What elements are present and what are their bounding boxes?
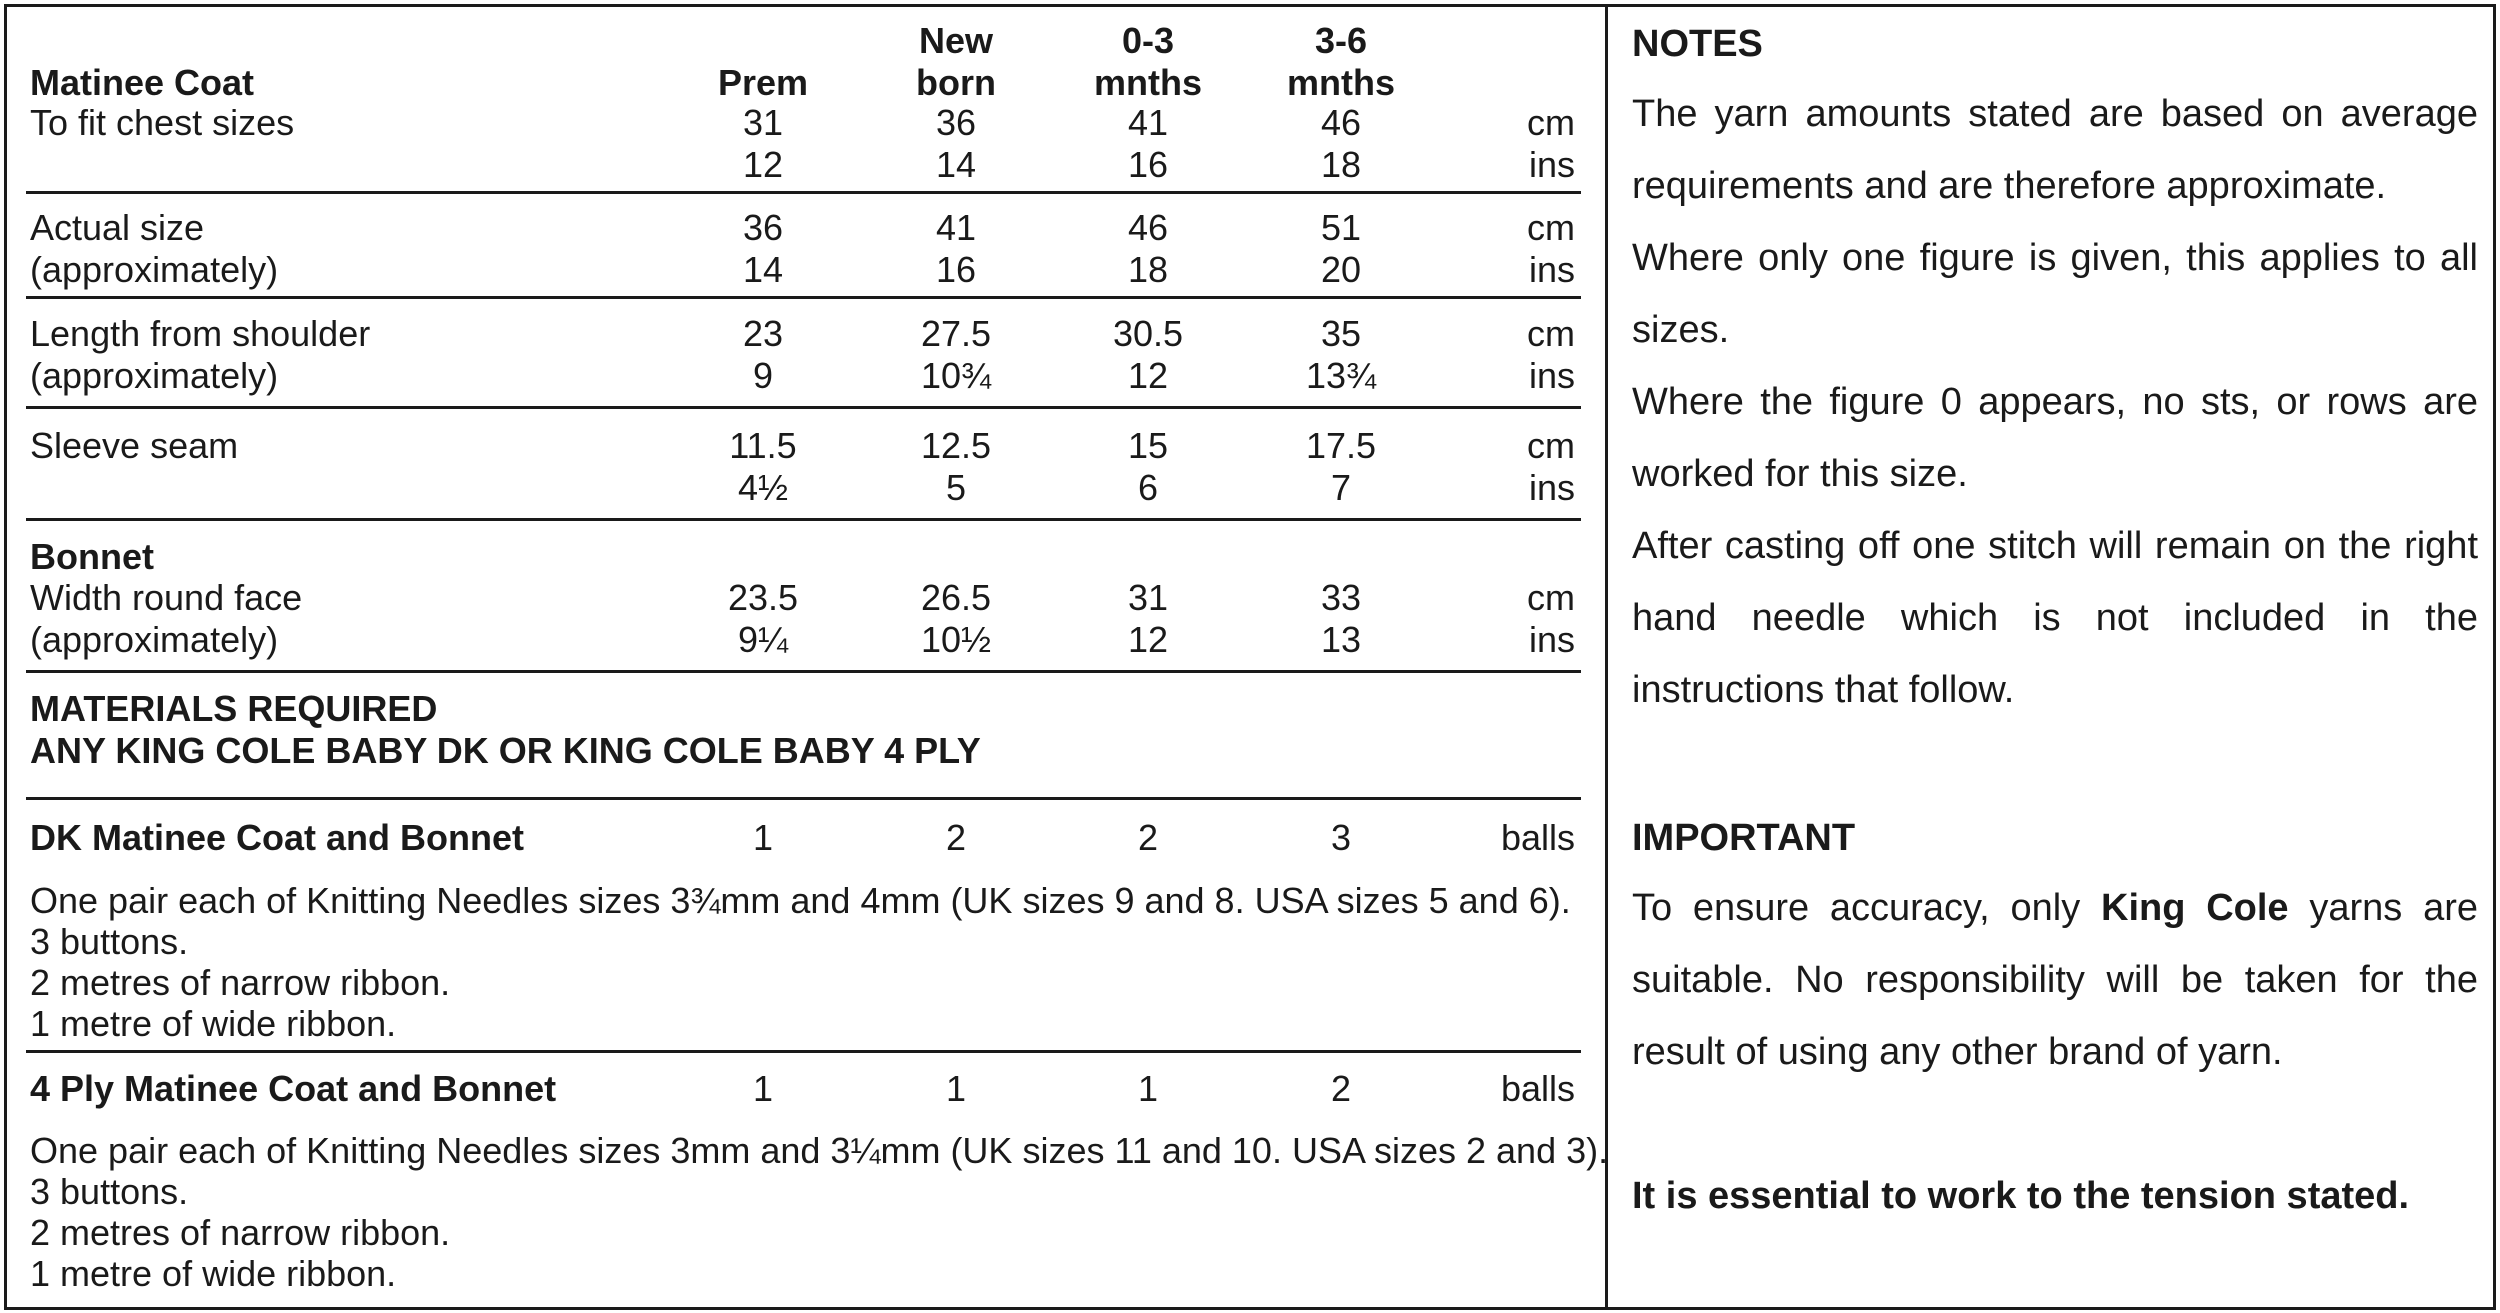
row-divider: [26, 296, 1581, 299]
cell-bonnet-cm-0-3: 31: [1127, 577, 1169, 618]
cell-bonnet-cm-newborn: 26.5: [920, 577, 992, 618]
dk-balls-newborn: 2: [945, 817, 967, 858]
cell-length-cm-newborn: 27.5: [920, 313, 992, 354]
row-divider: [26, 406, 1581, 409]
important-text-pre: To ensure accuracy, only: [1632, 887, 2101, 929]
size-header-newborn-line2: born: [916, 62, 996, 103]
cell-chest-ins-prem: 12: [742, 144, 784, 185]
cell-actual-cm-0-3: 46: [1127, 207, 1169, 248]
note-one-figure: Where only one figure is given, this applies to all sizes.: [1632, 237, 2478, 351]
cell-length-cm-prem: 23: [742, 313, 784, 354]
row-sublabel-length: (approximately): [30, 355, 279, 396]
cell-sleeve-ins-0-3: 6: [1137, 467, 1159, 508]
unit-ins: ins: [1528, 619, 1575, 660]
row-sublabel-actual: (approximately): [30, 249, 279, 290]
row-label-chest: To fit chest sizes: [30, 102, 295, 143]
cell-length-ins-0-3: 12: [1127, 355, 1169, 396]
cell-sleeve-cm-3-6: 17.5: [1305, 425, 1377, 466]
dk-needles: One pair each of Knitting Needles sizes 3¾mm and 4mm (UK sizes 9 and 8. USA sizes 5 and 6).: [30, 880, 1571, 921]
important-text-post: yarns are suitable. No responsibility will be taken for the result of using any other brand of yarn.: [1632, 887, 2478, 1073]
bonnet-heading: Bonnet: [30, 536, 154, 577]
table-title: Matinee Coat: [30, 62, 255, 103]
row-label-sleeve: Sleeve seam: [30, 425, 239, 466]
materials-yarn-heading: ANY KING COLE BABY DK OR KING COLE BABY 4 PLY: [30, 730, 981, 771]
dk-wide-ribbon: 1 metre of wide ribbon.: [30, 1003, 397, 1044]
cell-bonnet-cm-3-6: 33: [1320, 577, 1362, 618]
tension-warning: It is essential to work to the tension stated.: [1632, 1175, 2410, 1217]
ply4-balls-prem: 1: [752, 1068, 774, 1109]
cell-bonnet-ins-prem: 9¼: [737, 619, 789, 660]
important-text: [1632, 872, 2478, 1088]
ply4-label: 4 Ply Matinee Coat and Bonnet: [30, 1068, 557, 1109]
cell-bonnet-ins-newborn: 10½: [920, 619, 992, 660]
row-divider: [26, 797, 1581, 800]
column-divider: [1605, 4, 1608, 1310]
notes-panel: [1632, 16, 2478, 1232]
ply4-balls-0-3: 1: [1137, 1068, 1159, 1109]
dk-balls-unit: balls: [1500, 817, 1575, 858]
cell-actual-ins-newborn: 16: [935, 249, 977, 290]
cell-length-ins-3-6: 13¾: [1305, 355, 1377, 396]
size-header-0-3-line1: 0-3: [1121, 20, 1175, 61]
ply4-balls-newborn: 1: [945, 1068, 967, 1109]
dk-label: DK Matinee Coat and Bonnet: [30, 817, 525, 858]
dk-balls-3-6: 3: [1330, 817, 1352, 858]
unit-ins: ins: [1528, 467, 1575, 508]
cell-chest-ins-3-6: 18: [1320, 144, 1362, 185]
cell-bonnet-ins-3-6: 13: [1320, 619, 1362, 660]
size-header-0-3-line2: mnths: [1094, 62, 1202, 103]
cell-chest-cm-newborn: 36: [935, 102, 977, 143]
ply4-buttons: 3 buttons.: [30, 1171, 189, 1212]
cell-sleeve-cm-newborn: 12.5: [920, 425, 992, 466]
unit-ins: ins: [1528, 144, 1575, 185]
row-label-actual: Actual size: [30, 207, 205, 248]
cell-chest-cm-3-6: 46: [1320, 102, 1362, 143]
cell-actual-ins-3-6: 20: [1320, 249, 1362, 290]
cell-length-cm-0-3: 30.5: [1112, 313, 1184, 354]
row-sublabel-bonnet: (approximately): [30, 619, 279, 660]
dk-narrow-ribbon: 2 metres of narrow ribbon.: [30, 962, 451, 1003]
row-label-length: Length from shoulder: [30, 313, 371, 354]
cell-length-ins-newborn: 10¾: [920, 355, 992, 396]
dk-buttons: 3 buttons.: [30, 921, 189, 962]
unit-cm: cm: [1527, 577, 1575, 618]
cell-length-cm-3-6: 35: [1320, 313, 1362, 354]
ply4-narrow-ribbon: 2 metres of narrow ribbon.: [30, 1212, 451, 1253]
size-header-prem: Prem: [717, 62, 809, 103]
row-divider: [26, 191, 1581, 194]
unit-ins: ins: [1528, 249, 1575, 290]
size-header-newborn-line1: New: [918, 20, 994, 61]
row-label-bonnet: Width round face: [30, 577, 303, 618]
cell-chest-cm-0-3: 41: [1127, 102, 1169, 143]
cell-sleeve-ins-prem: 4½: [737, 467, 789, 508]
dk-balls-prem: 1: [752, 817, 774, 858]
cell-sleeve-ins-3-6: 7: [1330, 467, 1352, 508]
materials-heading: MATERIALS REQUIRED: [30, 688, 438, 729]
cell-actual-cm-3-6: 51: [1320, 207, 1362, 248]
cell-actual-ins-prem: 14: [742, 249, 784, 290]
cell-actual-ins-0-3: 18: [1127, 249, 1169, 290]
important-heading: IMPORTANT: [1632, 817, 1856, 859]
cell-bonnet-ins-0-3: 12: [1127, 619, 1169, 660]
cell-sleeve-cm-0-3: 15: [1127, 425, 1169, 466]
cell-chest-ins-newborn: 14: [935, 144, 977, 185]
cell-chest-cm-prem: 31: [742, 102, 784, 143]
cell-sleeve-ins-newborn: 5: [945, 467, 967, 508]
note-yarn-amounts: The yarn amounts stated are based on average requirements and are therefore approximate.: [1632, 93, 2478, 207]
row-divider: [26, 518, 1581, 521]
ply4-wide-ribbon: 1 metre of wide ribbon.: [30, 1253, 397, 1294]
unit-cm: cm: [1527, 313, 1575, 354]
cell-actual-cm-prem: 36: [742, 207, 784, 248]
size-header-3-6-line2: mnths: [1287, 62, 1395, 103]
cell-bonnet-cm-prem: 23.5: [727, 577, 799, 618]
brand-name: King Cole: [2101, 887, 2289, 929]
note-figure-zero: Where the figure 0 appears, no sts, or rows are worked for this size.: [1632, 381, 2478, 495]
unit-ins: ins: [1528, 355, 1575, 396]
ply4-balls-3-6: 2: [1330, 1068, 1352, 1109]
cell-sleeve-cm-prem: 11.5: [729, 425, 797, 466]
size-header-3-6-line1: 3-6: [1314, 20, 1368, 61]
cell-actual-cm-newborn: 41: [935, 207, 977, 248]
cell-length-ins-prem: 9: [752, 355, 774, 396]
note-casting-off: After casting off one stitch will remain on the right hand needle which is not included in the instructions that follow.: [1632, 525, 2478, 711]
unit-cm: cm: [1527, 102, 1575, 143]
ply4-balls-unit: balls: [1500, 1068, 1575, 1109]
ply4-needles: One pair each of Knitting Needles sizes 3mm and 3¼mm (UK sizes 11 and 10. USA sizes 2 and 3).: [30, 1130, 1609, 1171]
row-divider: [26, 1050, 1581, 1053]
unit-cm: cm: [1527, 207, 1575, 248]
cell-chest-ins-0-3: 16: [1127, 144, 1169, 185]
row-divider: [26, 670, 1581, 673]
unit-cm: cm: [1527, 425, 1575, 466]
dk-balls-0-3: 2: [1137, 817, 1159, 858]
notes-heading: NOTES: [1632, 23, 1763, 65]
